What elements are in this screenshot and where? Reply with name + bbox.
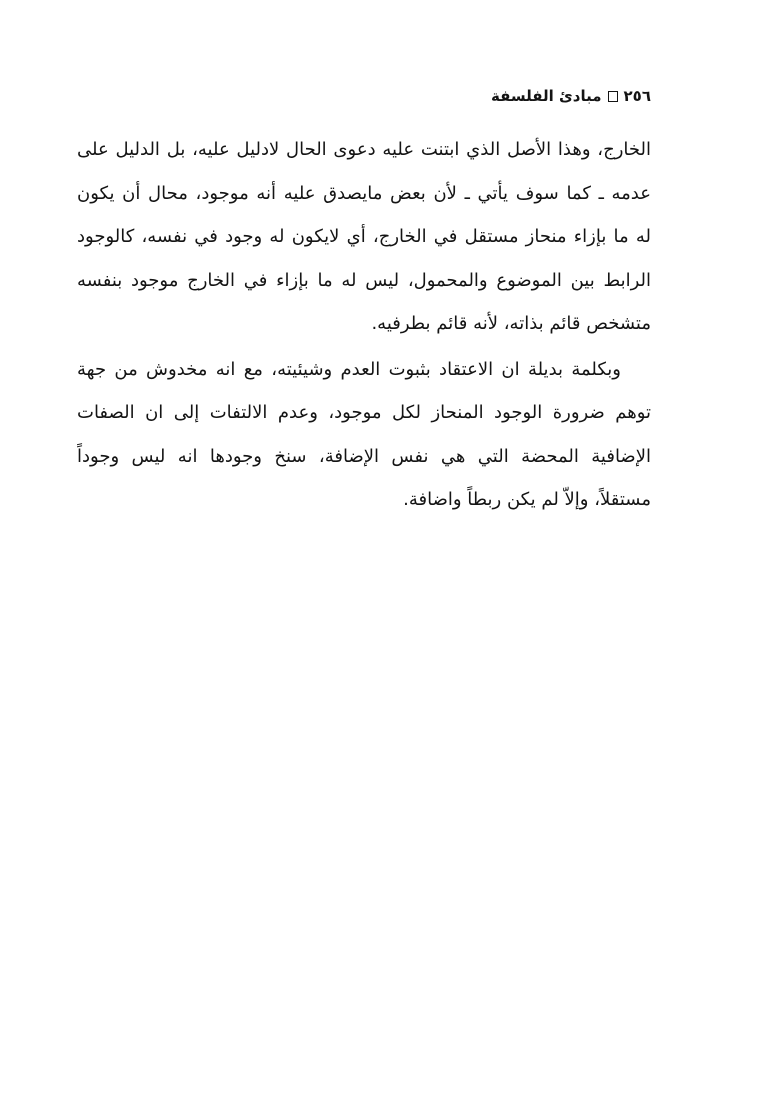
text-line: وبكلمة بديلة ان الاعتقاد بثبوت العدم وشيئيته، مع انه مخدوش من جهة [77,358,621,380]
paragraph-1 [77,128,651,346]
body-text [77,128,651,522]
paragraph-2 [77,348,651,522]
text-line: له ما بإزاء منحاز مستقل في الخارج، أي لايكون له وجود في نفسه، كالوجود [77,226,651,247]
text-line: مستقلاً، وإلاّ لم يكن ربطاً واضافة. [403,489,651,510]
text-line: الإضافية المحضة التي هي نفس الإضافة، سنخ وجودها انه ليس وجوداً [77,445,651,467]
text-line: متشخص قائم بذاته، لأنه قائم بطرفيه. [371,313,651,334]
text-line: الخارج، وهذا الأصل الذي ابتنت عليه دعوى الحال لادليل عليه، بل الدليل على [77,139,651,160]
square-separator-icon [608,91,618,102]
text-line: الرابط بين الموضوع والمحمول، ليس له ما بإزاء في الخارج موجود بنفسه [77,269,651,291]
page-number: ٢٥٦ [623,87,651,105]
text-line: توهم ضرورة الوجود المنحاز لكل موجود، وعدم الالتفات إلى ان الصفات [77,402,651,423]
text-line: عدمه ـ كما سوف يأتي ـ لأن بعض مايصدق عليه أنه موجود، محال أن يكون [77,182,651,204]
book-title: مبادئ الفلسفة [490,87,602,105]
page-header [491,86,651,106]
